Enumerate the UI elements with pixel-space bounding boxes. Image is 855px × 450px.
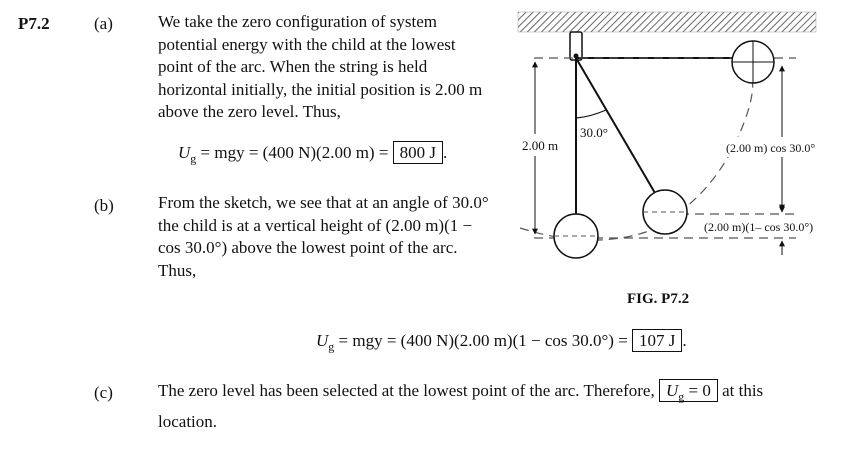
angle-label: 30.0°: [580, 125, 608, 140]
part-b-eq-mid: = mgy = (400 N)(2.00 m)(1 − cos 30.0°) =: [334, 331, 633, 350]
cos-label: (2.00 m) cos 30.0°: [726, 141, 816, 155]
child-top-position: [732, 41, 774, 83]
part-b-answer-box: 107 J: [632, 329, 682, 352]
part-b-eq-end: .: [682, 331, 687, 350]
child-bottom-position: [554, 214, 598, 258]
part-c-answer-rhs: = 0: [684, 381, 711, 400]
part-a-label: (a): [94, 14, 113, 33]
part-b-label: (b): [94, 196, 114, 215]
part-c-text-before: The zero level has been selected at the lowest point of the arc. Therefore,: [158, 381, 655, 400]
angle-arc: [576, 110, 606, 118]
part-a-eq-end: .: [443, 143, 448, 162]
part-a-answer-box: 800 J: [393, 141, 443, 164]
part-b-eq-sub: g: [328, 339, 335, 354]
part-c-text-after: at this: [722, 381, 764, 400]
part-a-eq-sub: g: [190, 151, 197, 166]
ceiling: [518, 12, 816, 32]
swing-arc: [520, 78, 753, 240]
part-a-eq-lhs: U: [178, 143, 191, 162]
height-label: 2.00 m: [522, 138, 559, 153]
part-a-eq-mid: = mgy = (400 N)(2.00 m) =: [196, 143, 393, 162]
part-c-label: (c): [94, 383, 113, 402]
part-c-answer-sub: g: [678, 389, 685, 404]
part-a-text: We take the zero configuration of system potential energy with the child at the lowest point of the arc. When the string is held horizontal initially, the initial position is 2.00 m above the zero level. Thus,: [158, 12, 483, 121]
figure-caption: FIG. P7.2: [627, 291, 690, 307]
part-b-text: From the sketch, we see that at an angle of 30.0° the child is at a vertical height of (2.00 m)(1 − cos 30.0°) above the lowest point of the arc. Thus,: [158, 193, 489, 280]
child-angled-position: [643, 190, 687, 234]
problem-number: P7.2: [18, 14, 50, 33]
part-c-line2: location.: [158, 412, 218, 431]
part-b-eq-lhs: U: [316, 331, 329, 350]
one-minus-cos-label: (2.00 m)(1– cos 30.0°): [704, 220, 814, 234]
part-c-answer-lhs: U: [665, 381, 679, 400]
